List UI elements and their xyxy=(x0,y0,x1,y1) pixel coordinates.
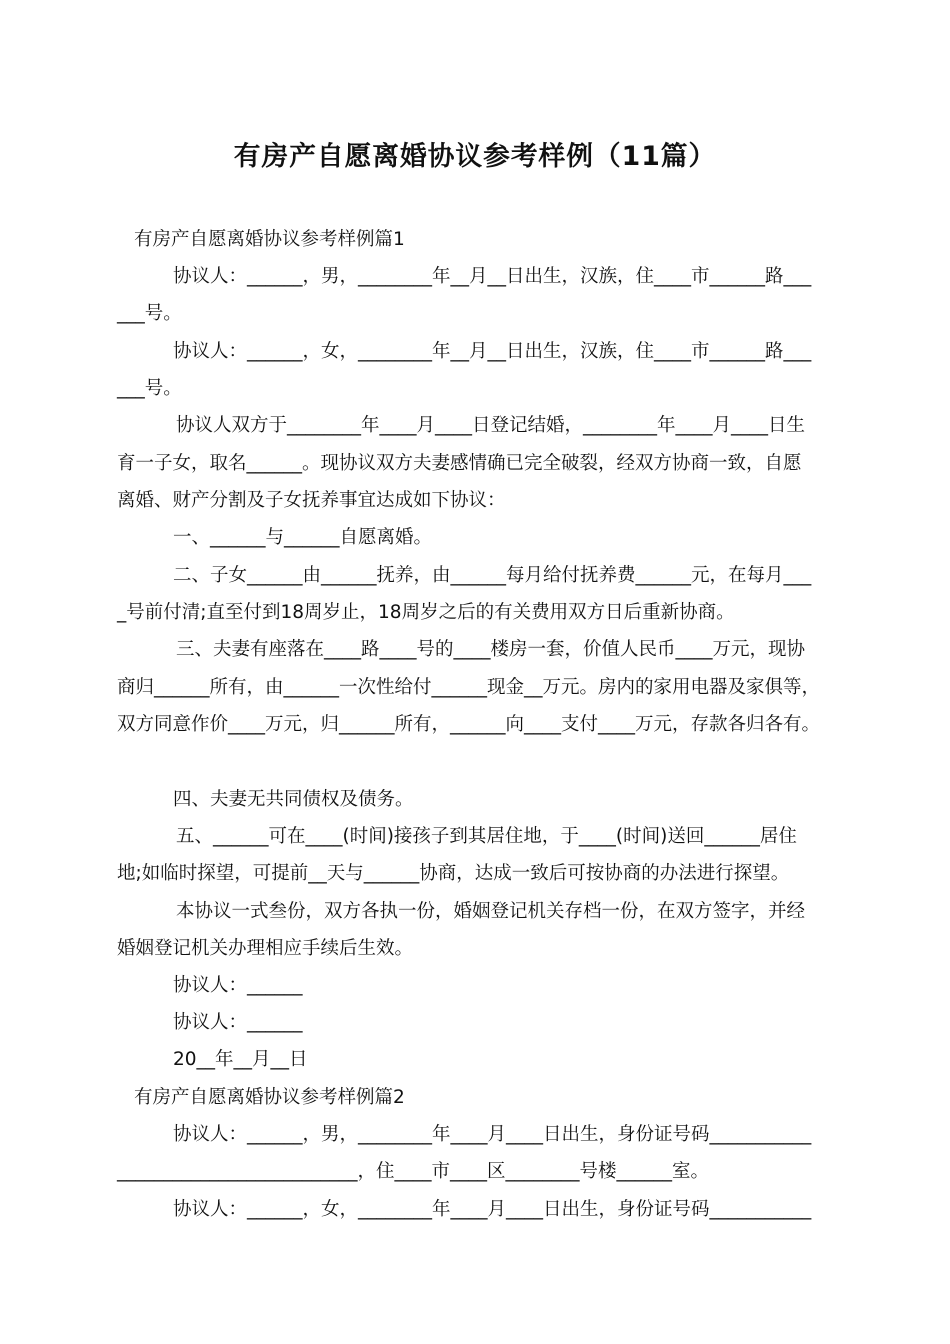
section-heading-1: 有房产自愿离婚协议参考样例篇1 xyxy=(134,229,405,250)
intro-line3: 离婚、财产分割及子女抚养事宜达成如下协议： xyxy=(117,490,506,511)
signature-line-2: 协议人：______ xyxy=(173,1012,303,1033)
s2-party1-line2: __________________________，住____市____区________号楼______室。 xyxy=(117,1161,710,1182)
intro-line2: 育一子女，取名______。现协议双方夫妻感情确已完全破裂，经双方协商一致，自愿 xyxy=(117,453,802,474)
clause-3-line1: 三、夫妻有座落在____路____号的____楼房一套，价值人民币____万元，现协 xyxy=(176,639,806,660)
s2-party1-line1: 协议人：______，男，________年____月____日出生，身份证号码___________ xyxy=(173,1124,812,1145)
party1-line1: 协议人：______，男，________年__月__日出生，汉族，住____市______路___ xyxy=(173,266,812,287)
document-title: 有房产自愿离婚协议参考样例（11篇） xyxy=(233,141,717,172)
party1-line2: ___号。 xyxy=(117,303,182,324)
closing-line2: 婚姻登记机关办理相应手续后生效。 xyxy=(117,938,414,959)
clause-2-line2: _号前付清;直至付到18周岁止，18周岁之后的有关费用双方日后重新协商。 xyxy=(117,602,735,623)
closing-line1: 本协议一式叁份，双方各执一份，婚姻登记机关存档一份，在双方签字，并经 xyxy=(176,901,806,922)
s2-party2-line1: 协议人：______，女，________年____月____日出生，身份证号码___________ xyxy=(173,1199,812,1220)
signature-line-1: 协议人：______ xyxy=(173,975,303,996)
clause-3-line2: 商归______所有，由______一次性给付______现金__万元。房内的家用电器及家俱等， xyxy=(117,677,821,698)
clause-1: 一、______与______自愿离婚。 xyxy=(173,527,433,548)
clause-5-line2: 地;如临时探望，可提前__天与______协商，达成一致后可按协商的办法进行探望。 xyxy=(117,863,790,884)
intro-line1: 协议人双方于________年____月____日登记结婚，________年____月____日生 xyxy=(176,415,806,436)
clause-4: 四、夫妻无共同债权及债务。 xyxy=(173,789,414,810)
clause-3-line3: 双方同意作价____万元，归______所有，______向____支付____万元，存款各归各有。 xyxy=(117,714,821,735)
section-heading-2: 有房产自愿离婚协议参考样例篇2 xyxy=(134,1087,405,1108)
clause-2-line1: 二、子女______由______抚养，由______每月给付抚养费______元，在每月___ xyxy=(173,565,812,586)
signature-date: 20__年__月__日 xyxy=(173,1049,308,1070)
party2-line1: 协议人：______，女，________年__月__日出生，汉族，住____市______路___ xyxy=(173,341,812,362)
clause-5-line1: 五、______可在____(时间)接孩子到其居住地，于____(时间)送回______居住 xyxy=(176,826,797,847)
party2-line2: ___号。 xyxy=(117,378,182,399)
